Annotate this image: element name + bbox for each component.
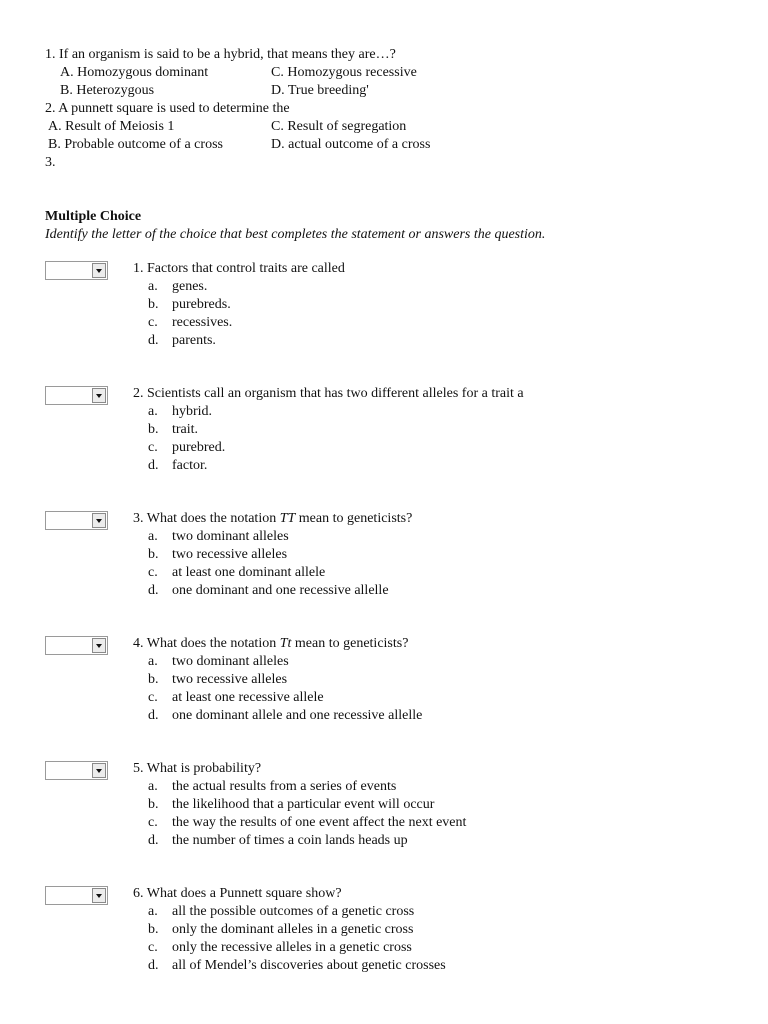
option-letter: c.: [148, 815, 158, 830]
dropdown-arrow-button[interactable]: [92, 888, 106, 903]
top-question-1-option-b: B. Heterozygous: [60, 83, 155, 98]
option-c: [148, 939, 412, 957]
option-d: [148, 457, 207, 475]
option-letter: a.: [148, 404, 158, 419]
top-question-3-stem: 3.: [45, 155, 56, 170]
section-instructions: Identify the letter of the choice that best completes the statement or answers the question.: [45, 227, 546, 242]
question-4: [45, 635, 745, 735]
question-stem-notation: Tt: [279, 636, 292, 651]
question-stem-prefix: 3. What does the notation: [133, 511, 280, 526]
option-text: all of Mendel’s discoveries about genetic crosses: [172, 958, 446, 973]
top-question-1-stem: 1. If an organism is said to be a hybrid, that means they are…?: [45, 47, 396, 62]
option-text: two recessive alleles: [172, 672, 288, 687]
answer-dropdown[interactable]: [45, 386, 108, 405]
answer-dropdown[interactable]: [45, 636, 108, 655]
question-stem-suffix: mean to geneticists?: [295, 511, 413, 526]
option-text: all the possible outcomes of a genetic cross: [172, 904, 415, 919]
option-text: trait.: [172, 422, 199, 437]
chevron-down-icon: [96, 269, 102, 273]
option-a: [148, 403, 212, 421]
option-letter: d.: [148, 833, 159, 848]
answer-dropdown[interactable]: [45, 886, 108, 905]
section-heading: Multiple Choice: [45, 209, 142, 224]
option-letter: d.: [148, 708, 159, 723]
option-letter: a.: [148, 904, 158, 919]
option-text: the number of times a coin lands heads up: [172, 833, 408, 848]
option-letter: b.: [148, 922, 159, 937]
option-letter: c.: [148, 690, 158, 705]
question-2: [45, 385, 745, 485]
question-stem: 1. Factors that control traits are called: [133, 261, 345, 276]
option-letter: a.: [148, 654, 158, 669]
option-letter: b.: [148, 297, 159, 312]
option-b: [148, 796, 434, 814]
option-b: [148, 671, 287, 689]
option-d: [148, 707, 422, 725]
answer-dropdown[interactable]: [45, 761, 108, 780]
option-b: [148, 296, 231, 314]
option-letter: c.: [148, 565, 158, 580]
top-question-2-stem: 2. A punnett square is used to determine the: [45, 101, 290, 116]
question-stem: 5. What is probability?: [133, 761, 262, 776]
option-letter: c.: [148, 440, 158, 455]
option-text: parents.: [172, 333, 216, 348]
option-text: purebreds.: [172, 297, 231, 312]
dropdown-arrow-button[interactable]: [92, 513, 106, 528]
question-stem: 2. Scientists call an organism that has two different alleles for a trait a: [133, 386, 524, 401]
option-letter: b.: [148, 797, 159, 812]
option-text: the likelihood that a particular event will occur: [172, 797, 435, 812]
answer-dropdown[interactable]: [45, 511, 108, 530]
question-stem-notation: TT: [279, 511, 296, 526]
option-a: [148, 278, 207, 296]
option-text: only the dominant alleles in a genetic cross: [172, 922, 414, 937]
option-text: one dominant allele and one recessive allelle: [172, 708, 423, 723]
option-letter: b.: [148, 422, 159, 437]
question-3: [45, 510, 745, 610]
question-stem-prefix: 4. What does the notation: [133, 636, 280, 651]
answer-dropdown[interactable]: [45, 261, 108, 280]
option-letter: b.: [148, 672, 159, 687]
top-question-2-option-d: D. actual outcome of a cross: [271, 137, 431, 152]
option-a: [148, 528, 289, 546]
option-text: two recessive alleles: [172, 547, 288, 562]
option-text: the way the results of one event affect the next event: [172, 815, 467, 830]
chevron-down-icon: [96, 394, 102, 398]
question-stem: [133, 510, 412, 528]
dropdown-arrow-button[interactable]: [92, 263, 106, 278]
option-letter: c.: [148, 940, 158, 955]
question-6: [45, 885, 745, 985]
chevron-down-icon: [96, 644, 102, 648]
question-stem-suffix: mean to geneticists?: [291, 636, 409, 651]
question-5: [45, 760, 745, 860]
option-letter: c.: [148, 315, 158, 330]
option-d: [148, 957, 446, 975]
top-question-2-option-b: B. Probable outcome of a cross: [48, 137, 223, 152]
option-b: [148, 421, 198, 439]
option-c: [148, 689, 324, 707]
option-letter: a.: [148, 779, 158, 794]
question-stem: [133, 635, 408, 653]
option-c: [148, 564, 325, 582]
option-a: [148, 778, 396, 796]
option-text: genes.: [172, 279, 208, 294]
option-letter: d.: [148, 333, 159, 348]
option-d: [148, 332, 216, 350]
option-text: at least one dominant allele: [172, 565, 326, 580]
option-text: one dominant and one recessive allelle: [172, 583, 389, 598]
option-letter: a.: [148, 529, 158, 544]
option-letter: b.: [148, 547, 159, 562]
option-text: only the recessive alleles in a genetic cross: [172, 940, 412, 955]
chevron-down-icon: [96, 894, 102, 898]
dropdown-arrow-button[interactable]: [92, 388, 106, 403]
option-text: purebred.: [172, 440, 226, 455]
option-a: [148, 903, 414, 921]
top-question-2-option-a: A. Result of Meiosis 1: [48, 119, 175, 134]
option-text: hybrid.: [172, 404, 213, 419]
question-1: [45, 260, 745, 360]
question-stem: 6. What does a Punnett square show?: [133, 886, 342, 901]
option-d: [148, 582, 389, 600]
option-text: two dominant alleles: [172, 654, 289, 669]
option-letter: d.: [148, 583, 159, 598]
top-question-1-option-c: C. Homozygous recessive: [271, 65, 417, 80]
option-c: [148, 439, 225, 457]
option-b: [148, 921, 413, 939]
option-letter: d.: [148, 958, 159, 973]
chevron-down-icon: [96, 769, 102, 773]
option-b: [148, 546, 287, 564]
dropdown-arrow-button[interactable]: [92, 638, 106, 653]
option-letter: a.: [148, 279, 158, 294]
option-text: factor.: [172, 458, 208, 473]
dropdown-arrow-button[interactable]: [92, 763, 106, 778]
option-d: [148, 832, 408, 850]
top-question-1-option-d: D. True breeding': [271, 83, 369, 98]
option-c: [148, 814, 466, 832]
top-question-2-option-c: C. Result of segregation: [271, 119, 407, 134]
option-a: [148, 653, 289, 671]
chevron-down-icon: [96, 519, 102, 523]
option-text: recessives.: [172, 315, 233, 330]
option-text: two dominant alleles: [172, 529, 289, 544]
option-text: the actual results from a series of events: [172, 779, 397, 794]
option-text: at least one recessive allele: [172, 690, 324, 705]
option-c: [148, 314, 232, 332]
top-question-1-option-a: A. Homozygous dominant: [60, 65, 209, 80]
option-letter: d.: [148, 458, 159, 473]
